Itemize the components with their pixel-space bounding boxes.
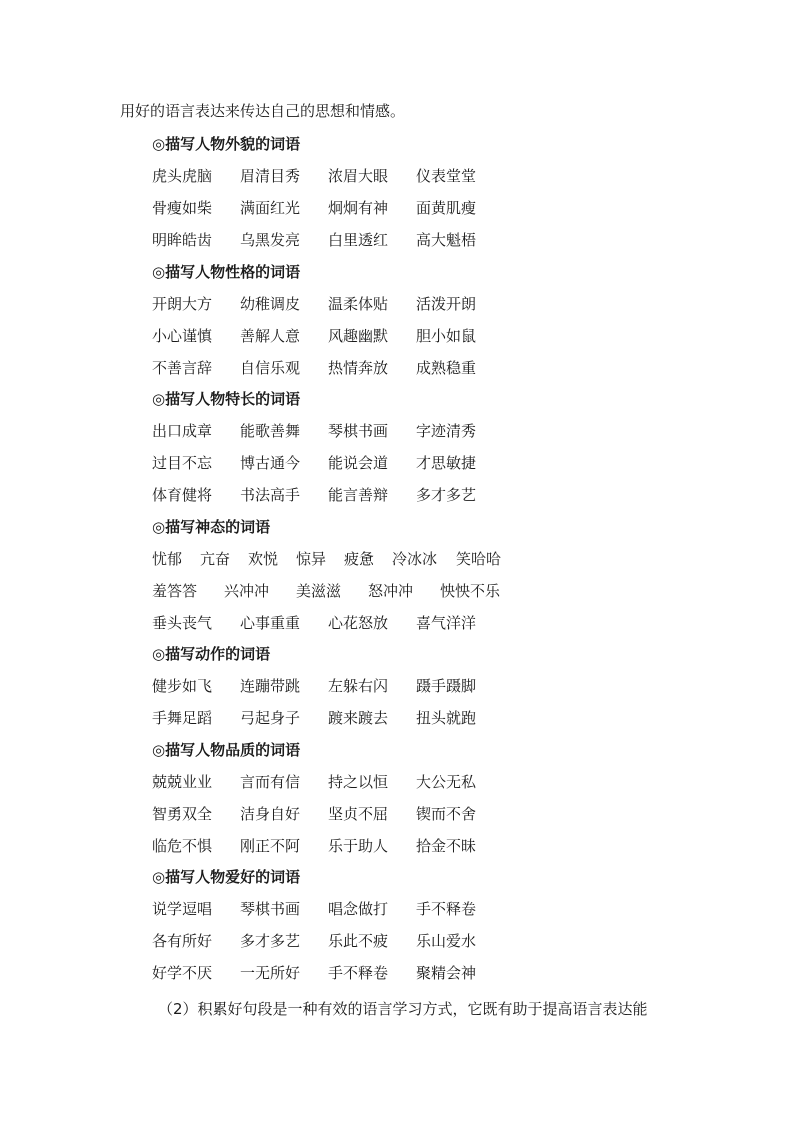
vocab-word: 体育健将 (152, 486, 213, 504)
vocab-word: 幼稚调皮 (240, 294, 301, 313)
vocab-word: 能言善辩 (328, 486, 389, 504)
vocab-word: 洁身自好 (240, 804, 301, 823)
vocab-word: 喜气洋洋 (416, 613, 477, 632)
vocab-word: 心事重重 (240, 613, 301, 632)
vocab-word: 踱来踱去 (328, 709, 389, 727)
vocab-word: 虎头虎脑 (152, 167, 213, 185)
vocab-word: 乐于助人 (328, 836, 389, 855)
vocab-word: 健步如飞 (152, 677, 213, 695)
vocab-word: 弓起身子 (240, 709, 301, 727)
vocab-word: 冷冰冰 (392, 549, 438, 568)
vocab-word: 持之以恒 (328, 772, 389, 791)
vocab-word: 蹑手蹑脚 (416, 677, 477, 695)
vocab-word: 炯炯有神 (328, 199, 389, 217)
section (152, 739, 477, 867)
section-heading: ◎描写人物外貌的词语 (152, 135, 301, 153)
word-row (152, 612, 477, 644)
vocab-word: 手不释卷 (328, 964, 389, 982)
vocab-word: 拾金不昧 (416, 836, 477, 855)
vocab-word: 临危不惧 (152, 836, 213, 855)
intro-text: 用好的语言表达来传达自己的思想和情感。 (120, 102, 406, 120)
vocab-word: 能歌善舞 (240, 422, 301, 440)
word-row (152, 930, 477, 962)
vocab-word: 刚正不阿 (240, 836, 301, 855)
vocab-word: 美滋滋 (296, 581, 342, 600)
vocab-word: 连蹦带跳 (240, 677, 301, 695)
vocab-word: 热情奔放 (328, 358, 389, 377)
vocab-word: 多才多艺 (240, 932, 301, 950)
vocab-word: 扭头就跑 (416, 709, 477, 727)
word-row (152, 197, 477, 229)
vocab-word: 左躲右闪 (328, 677, 389, 695)
vocab-word: 才思敏捷 (416, 454, 477, 472)
vocab-word: 活泼开朗 (416, 294, 477, 313)
word-row (152, 484, 477, 516)
vocab-word: 手舞足蹈 (152, 709, 213, 727)
section (152, 643, 477, 739)
section-heading: ◎描写人物爱好的词语 (152, 868, 301, 886)
word-row (152, 229, 477, 261)
vocab-word: 智勇双全 (152, 804, 213, 823)
vocab-word: 怒冲冲 (368, 581, 414, 600)
vocab-word: 心花怒放 (328, 613, 389, 632)
section-heading: ◎描写人物特长的词语 (152, 390, 301, 408)
word-row (152, 452, 477, 484)
vocab-word: 字迹清秀 (416, 422, 477, 440)
vocab-word: 欢悦 (248, 549, 279, 568)
vocab-word: 兴冲冲 (224, 581, 270, 600)
vocab-word: 小心谨慎 (152, 326, 213, 345)
vocab-word: 胆小如鼠 (416, 326, 477, 345)
vocab-word: 风趣幽默 (328, 326, 389, 345)
vocab-word: 自信乐观 (240, 358, 301, 377)
section (152, 261, 477, 389)
vocab-word: 眉清目秀 (240, 167, 301, 185)
section (152, 133, 477, 261)
vocab-word: 博古通今 (240, 454, 301, 472)
section-heading: ◎描写神态的词语 (152, 517, 271, 536)
vocab-word: 亢奋 (200, 549, 231, 568)
word-row (152, 580, 501, 612)
vocab-word: 乐山爱水 (416, 932, 477, 950)
vocab-word: 高大魁梧 (416, 231, 477, 249)
word-row (152, 675, 477, 707)
vocab-word: 满面红光 (240, 199, 301, 217)
word-row (152, 962, 477, 994)
section (152, 388, 477, 516)
vocab-word: 兢兢业业 (152, 772, 213, 791)
vocab-word: 垂头丧气 (152, 613, 213, 632)
word-row (152, 835, 477, 867)
word-row (152, 165, 477, 197)
vocab-word: 浓眉大眼 (328, 167, 389, 185)
vocab-word: 说学逗唱 (152, 900, 213, 918)
word-row (152, 420, 477, 452)
word-row (152, 548, 502, 580)
vocab-word: 羞答答 (152, 581, 198, 600)
vocab-word: 忧郁 (152, 549, 183, 568)
vocab-word: 坚贞不屈 (328, 804, 389, 823)
word-row (152, 293, 477, 325)
vocab-word: 乌黑发亮 (240, 231, 301, 249)
vocab-word: 琴棋书画 (240, 900, 301, 918)
vocab-word: 手不释卷 (416, 900, 477, 918)
vocab-word: 各有所好 (152, 932, 213, 950)
vocab-word: 一无所好 (240, 964, 301, 982)
vocab-word: 惊异 (296, 549, 327, 568)
word-row (152, 325, 477, 357)
vocab-word: 琴棋书画 (328, 422, 389, 440)
section (152, 866, 477, 994)
vocab-word: 成熟稳重 (416, 358, 477, 377)
vocab-word: 疲惫 (344, 549, 375, 568)
vocab-word: 唱念做打 (328, 900, 389, 918)
vocab-word: 开朗大方 (152, 294, 213, 313)
section-heading: ◎描写人物性格的词语 (152, 262, 301, 281)
section-heading: ◎描写人物品质的词语 (152, 740, 301, 759)
section (152, 516, 502, 644)
word-row (152, 707, 477, 739)
vocab-word: 好学不厌 (152, 964, 213, 982)
vocab-word: 乐此不疲 (328, 932, 389, 950)
vocab-word: 骨瘦如柴 (152, 199, 213, 217)
vocab-word: 大公无私 (416, 772, 477, 791)
vocab-word: 面黄肌瘦 (416, 199, 477, 217)
vocab-word: 不善言辞 (152, 358, 213, 377)
word-row (152, 357, 477, 389)
vocab-word: 多才多艺 (416, 486, 477, 504)
vocab-word: 白里透红 (328, 231, 389, 249)
vocab-word: 能说会道 (328, 454, 389, 472)
word-row (152, 803, 477, 835)
vocab-word: 笑哈哈 (456, 549, 502, 568)
vocab-word: 锲而不舍 (416, 804, 477, 823)
vocab-word: 怏怏不乐 (440, 581, 501, 600)
vocab-word: 温柔体贴 (328, 294, 389, 313)
vocab-word: 言而有信 (240, 772, 301, 791)
word-row (152, 771, 477, 803)
vocab-word: 仪表堂堂 (416, 167, 477, 185)
footer-paragraph: （2）积累好句段是一种有效的语言学习方式，它既有助于提高语言表达能 (158, 1000, 648, 1018)
word-row (152, 898, 477, 930)
vocab-word: 过目不忘 (152, 454, 213, 472)
vocab-word: 善解人意 (240, 326, 301, 345)
vocab-word: 书法高手 (240, 486, 301, 504)
vocab-word: 出口成章 (152, 422, 213, 440)
vocab-word: 聚精会神 (416, 964, 477, 982)
section-heading: ◎描写动作的词语 (152, 645, 271, 663)
vocab-word: 明眸皓齿 (152, 231, 213, 249)
